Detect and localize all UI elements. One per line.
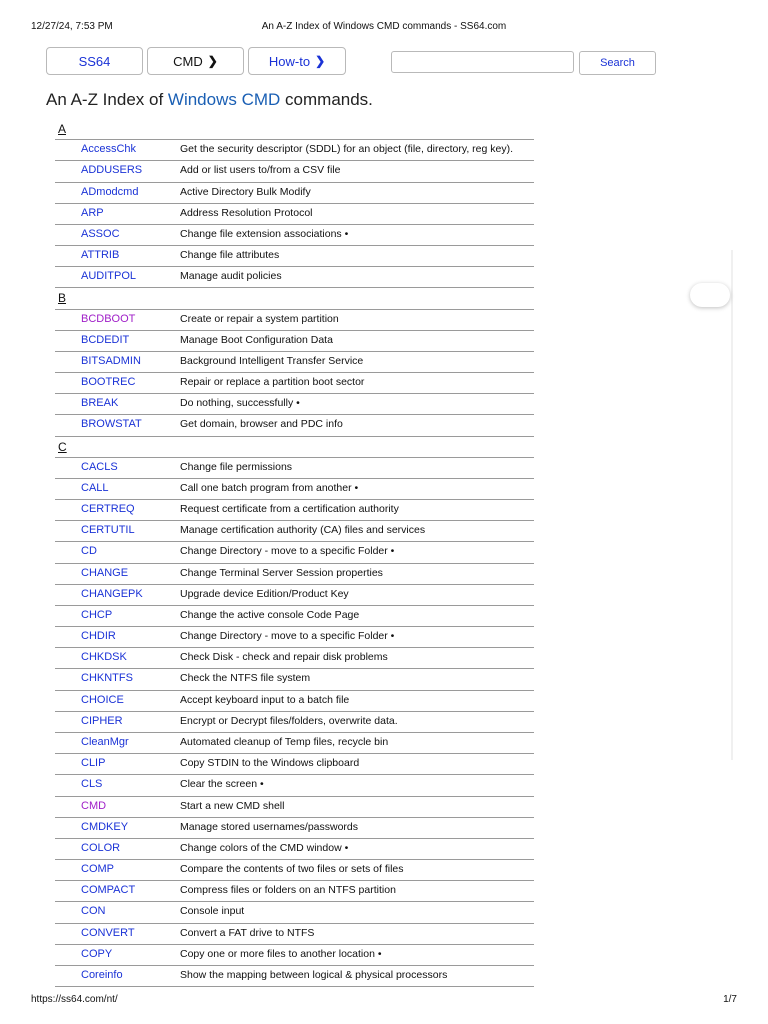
command-link[interactable]: CACLS <box>81 460 118 473</box>
command-description: Show the mapping between logical & physical processors <box>180 968 448 981</box>
command-description: Change file extension associations • <box>180 227 349 240</box>
command-description: Convert a FAT drive to NTFS <box>180 926 315 939</box>
table-row <box>55 204 534 225</box>
command-link[interactable]: COPY <box>81 947 113 960</box>
command-link[interactable]: CERTREQ <box>81 503 135 516</box>
command-link[interactable]: CD <box>81 545 97 558</box>
table-row <box>55 479 534 500</box>
print-header <box>0 0 768 32</box>
table-row <box>55 924 534 945</box>
search-button[interactable]: Search <box>579 51 656 75</box>
table-row <box>55 161 534 182</box>
command-description: Do nothing, successfully • <box>180 397 300 410</box>
command-link[interactable]: Coreinfo <box>81 968 123 981</box>
table-row <box>55 500 534 521</box>
title-suffix: commands. <box>280 90 373 109</box>
command-description: Start a new CMD shell <box>180 799 285 812</box>
command-description: Compress files or folders on an NTFS partition <box>180 884 396 897</box>
title-prefix: An A-Z Index of <box>46 90 168 109</box>
section-letter-row <box>55 288 534 309</box>
print-page-title: An A-Z Index of Windows CMD commands - SS64.com <box>261 21 507 32</box>
page-title <box>46 90 373 110</box>
nav-cmd-button[interactable] <box>147 47 244 75</box>
command-link[interactable]: ADDUSERS <box>81 164 143 177</box>
nav-ss64-button[interactable] <box>46 47 143 75</box>
section-letter[interactable]: A <box>58 122 67 136</box>
command-description: Manage Boot Configuration Data <box>180 333 333 346</box>
nav-cmd-label: CMD <box>173 53 203 69</box>
command-link[interactable]: CALL <box>81 481 109 494</box>
table-row <box>55 352 534 373</box>
command-description: Manage audit policies <box>180 270 282 283</box>
command-description: Manage certification authority (CA) files and services <box>180 524 426 537</box>
command-link[interactable]: CHKDSK <box>81 651 127 664</box>
command-link[interactable]: BREAK <box>81 397 119 410</box>
command-description: Change Directory - move to a specific Folder • <box>180 545 395 558</box>
command-link[interactable]: CONVERT <box>81 926 135 939</box>
command-description: Accept keyboard input to a batch file <box>180 693 350 706</box>
command-description: Change file attributes <box>180 249 280 262</box>
table-row <box>55 818 534 839</box>
command-description: Active Directory Bulk Modify <box>180 185 311 198</box>
table-row <box>55 712 534 733</box>
command-description: Change the active console Code Page <box>180 608 360 621</box>
command-description: Get domain, browser and PDC info <box>180 418 343 431</box>
command-description: Check Disk - check and repair disk problems <box>180 651 388 664</box>
table-row <box>55 966 534 987</box>
command-link[interactable]: CIPHER <box>81 714 123 727</box>
command-link[interactable]: CHKNTFS <box>81 672 133 685</box>
table-row <box>55 902 534 923</box>
table-row <box>55 542 534 563</box>
command-link[interactable]: ATTRIB <box>81 249 120 262</box>
chevron-right-icon: ❯ <box>315 54 326 68</box>
table-row <box>55 267 534 288</box>
table-row <box>55 839 534 860</box>
table-row <box>55 310 534 331</box>
command-description: Upgrade device Edition/Product Key <box>180 587 349 600</box>
command-link[interactable]: CLIP <box>81 757 106 770</box>
command-link[interactable]: CHANGE <box>81 566 129 579</box>
command-link[interactable]: CHANGEPK <box>81 587 143 600</box>
table-row <box>55 860 534 881</box>
print-url: https://ss64.com/nt/ <box>31 994 118 1005</box>
title-link-windows-cmd[interactable]: Windows CMD <box>167 90 281 109</box>
command-description: Copy one or more files to another location • <box>180 947 382 960</box>
table-row <box>55 691 534 712</box>
command-link[interactable]: CERTUTIL <box>81 524 135 537</box>
command-link[interactable]: BCDBOOT <box>81 312 136 325</box>
search-input[interactable] <box>391 51 574 73</box>
command-description: Manage stored usernames/passwords <box>180 820 359 833</box>
table-row <box>55 140 534 161</box>
command-description: Compare the contents of two files or sets of files <box>180 863 404 876</box>
nav-howto-label: How-to <box>268 53 311 69</box>
table-row <box>55 225 534 246</box>
command-description: Change file permissions <box>180 460 293 473</box>
command-description: Get the security descriptor (SDDL) for an object (file, directory, reg key). <box>180 143 514 156</box>
command-description: Check the NTFS file system <box>180 672 311 685</box>
table-row <box>55 627 534 648</box>
command-link[interactable]: AccessChk <box>81 143 137 156</box>
table-row <box>55 331 534 352</box>
table-row <box>55 669 534 690</box>
command-link[interactable]: CLS <box>81 778 103 791</box>
command-link[interactable]: CON <box>81 905 106 918</box>
command-description: Create or repair a system partition <box>180 312 339 325</box>
table-row <box>55 458 534 479</box>
chevron-right-icon: ❯ <box>207 54 218 68</box>
table-row <box>55 945 534 966</box>
command-link[interactable]: ADmodcmd <box>81 185 139 198</box>
table-row <box>55 881 534 902</box>
command-link[interactable]: CHDIR <box>81 630 116 643</box>
command-description: Change Directory - move to a specific Folder • <box>180 630 395 643</box>
command-table <box>55 119 534 987</box>
table-row <box>55 394 534 415</box>
command-link[interactable]: CHCP <box>81 608 113 621</box>
command-description: Change colors of the CMD window • <box>180 841 349 854</box>
print-date: 12/27/24, 7:53 PM <box>31 21 113 32</box>
table-row <box>55 754 534 775</box>
table-row <box>55 775 534 796</box>
command-link[interactable]: CHOICE <box>81 693 124 706</box>
command-description: Address Resolution Protocol <box>180 206 313 219</box>
table-row <box>55 521 534 542</box>
table-row <box>55 183 534 204</box>
command-description: Background Intelligent Transfer Service <box>180 354 364 367</box>
table-row <box>55 585 534 606</box>
command-link[interactable]: BROWSTAT <box>81 418 142 431</box>
command-description: Repair or replace a partition boot sector <box>180 376 365 389</box>
table-row <box>55 415 534 436</box>
command-description: Call one batch program from another • <box>180 481 359 494</box>
table-row <box>55 373 534 394</box>
table-row <box>55 797 534 818</box>
command-description: Clear the screen • <box>180 778 264 791</box>
command-description: Console input <box>180 905 245 918</box>
section-letter-row <box>55 437 534 458</box>
command-link[interactable]: CMDKEY <box>81 820 129 833</box>
command-link[interactable]: BOOTREC <box>81 376 136 389</box>
section-letter-row <box>55 119 534 140</box>
table-row <box>55 564 534 585</box>
table-row <box>55 648 534 669</box>
command-link[interactable]: COLOR <box>81 841 121 854</box>
section-letter[interactable]: C <box>58 439 67 454</box>
floating-scroll-pill[interactable] <box>690 283 730 307</box>
command-description: Request certificate from a certification authority <box>180 503 399 516</box>
command-description: Copy STDIN to the Windows clipboard <box>180 757 360 770</box>
command-link[interactable]: ARP <box>81 206 104 219</box>
print-page-number: 1/7 <box>723 994 737 1005</box>
command-description: Add or list users to/from a CSV file <box>180 164 341 177</box>
nav-ss64-label: SS64 <box>78 53 111 69</box>
scrollbar-track[interactable] <box>731 250 733 760</box>
table-row <box>55 246 534 267</box>
nav-howto-button[interactable] <box>248 47 346 75</box>
table-row <box>55 733 534 754</box>
command-link[interactable]: CMD <box>81 799 107 812</box>
command-link[interactable]: BCDEDIT <box>81 333 130 346</box>
command-link[interactable]: COMPACT <box>81 884 136 897</box>
command-link[interactable]: AUDITPOL <box>81 270 137 283</box>
command-link[interactable]: ASSOC <box>81 227 120 240</box>
section-letter[interactable]: B <box>58 291 67 306</box>
command-link[interactable]: COMP <box>81 863 114 876</box>
table-row <box>55 606 534 627</box>
command-link[interactable]: CleanMgr <box>81 735 129 748</box>
command-description: Encrypt or Decrypt files/folders, overwrite data. <box>180 714 398 727</box>
command-description: Change Terminal Server Session properties <box>180 566 383 579</box>
command-link[interactable]: BITSADMIN <box>81 354 141 367</box>
command-description: Automated cleanup of Temp files, recycle bin <box>180 735 389 748</box>
